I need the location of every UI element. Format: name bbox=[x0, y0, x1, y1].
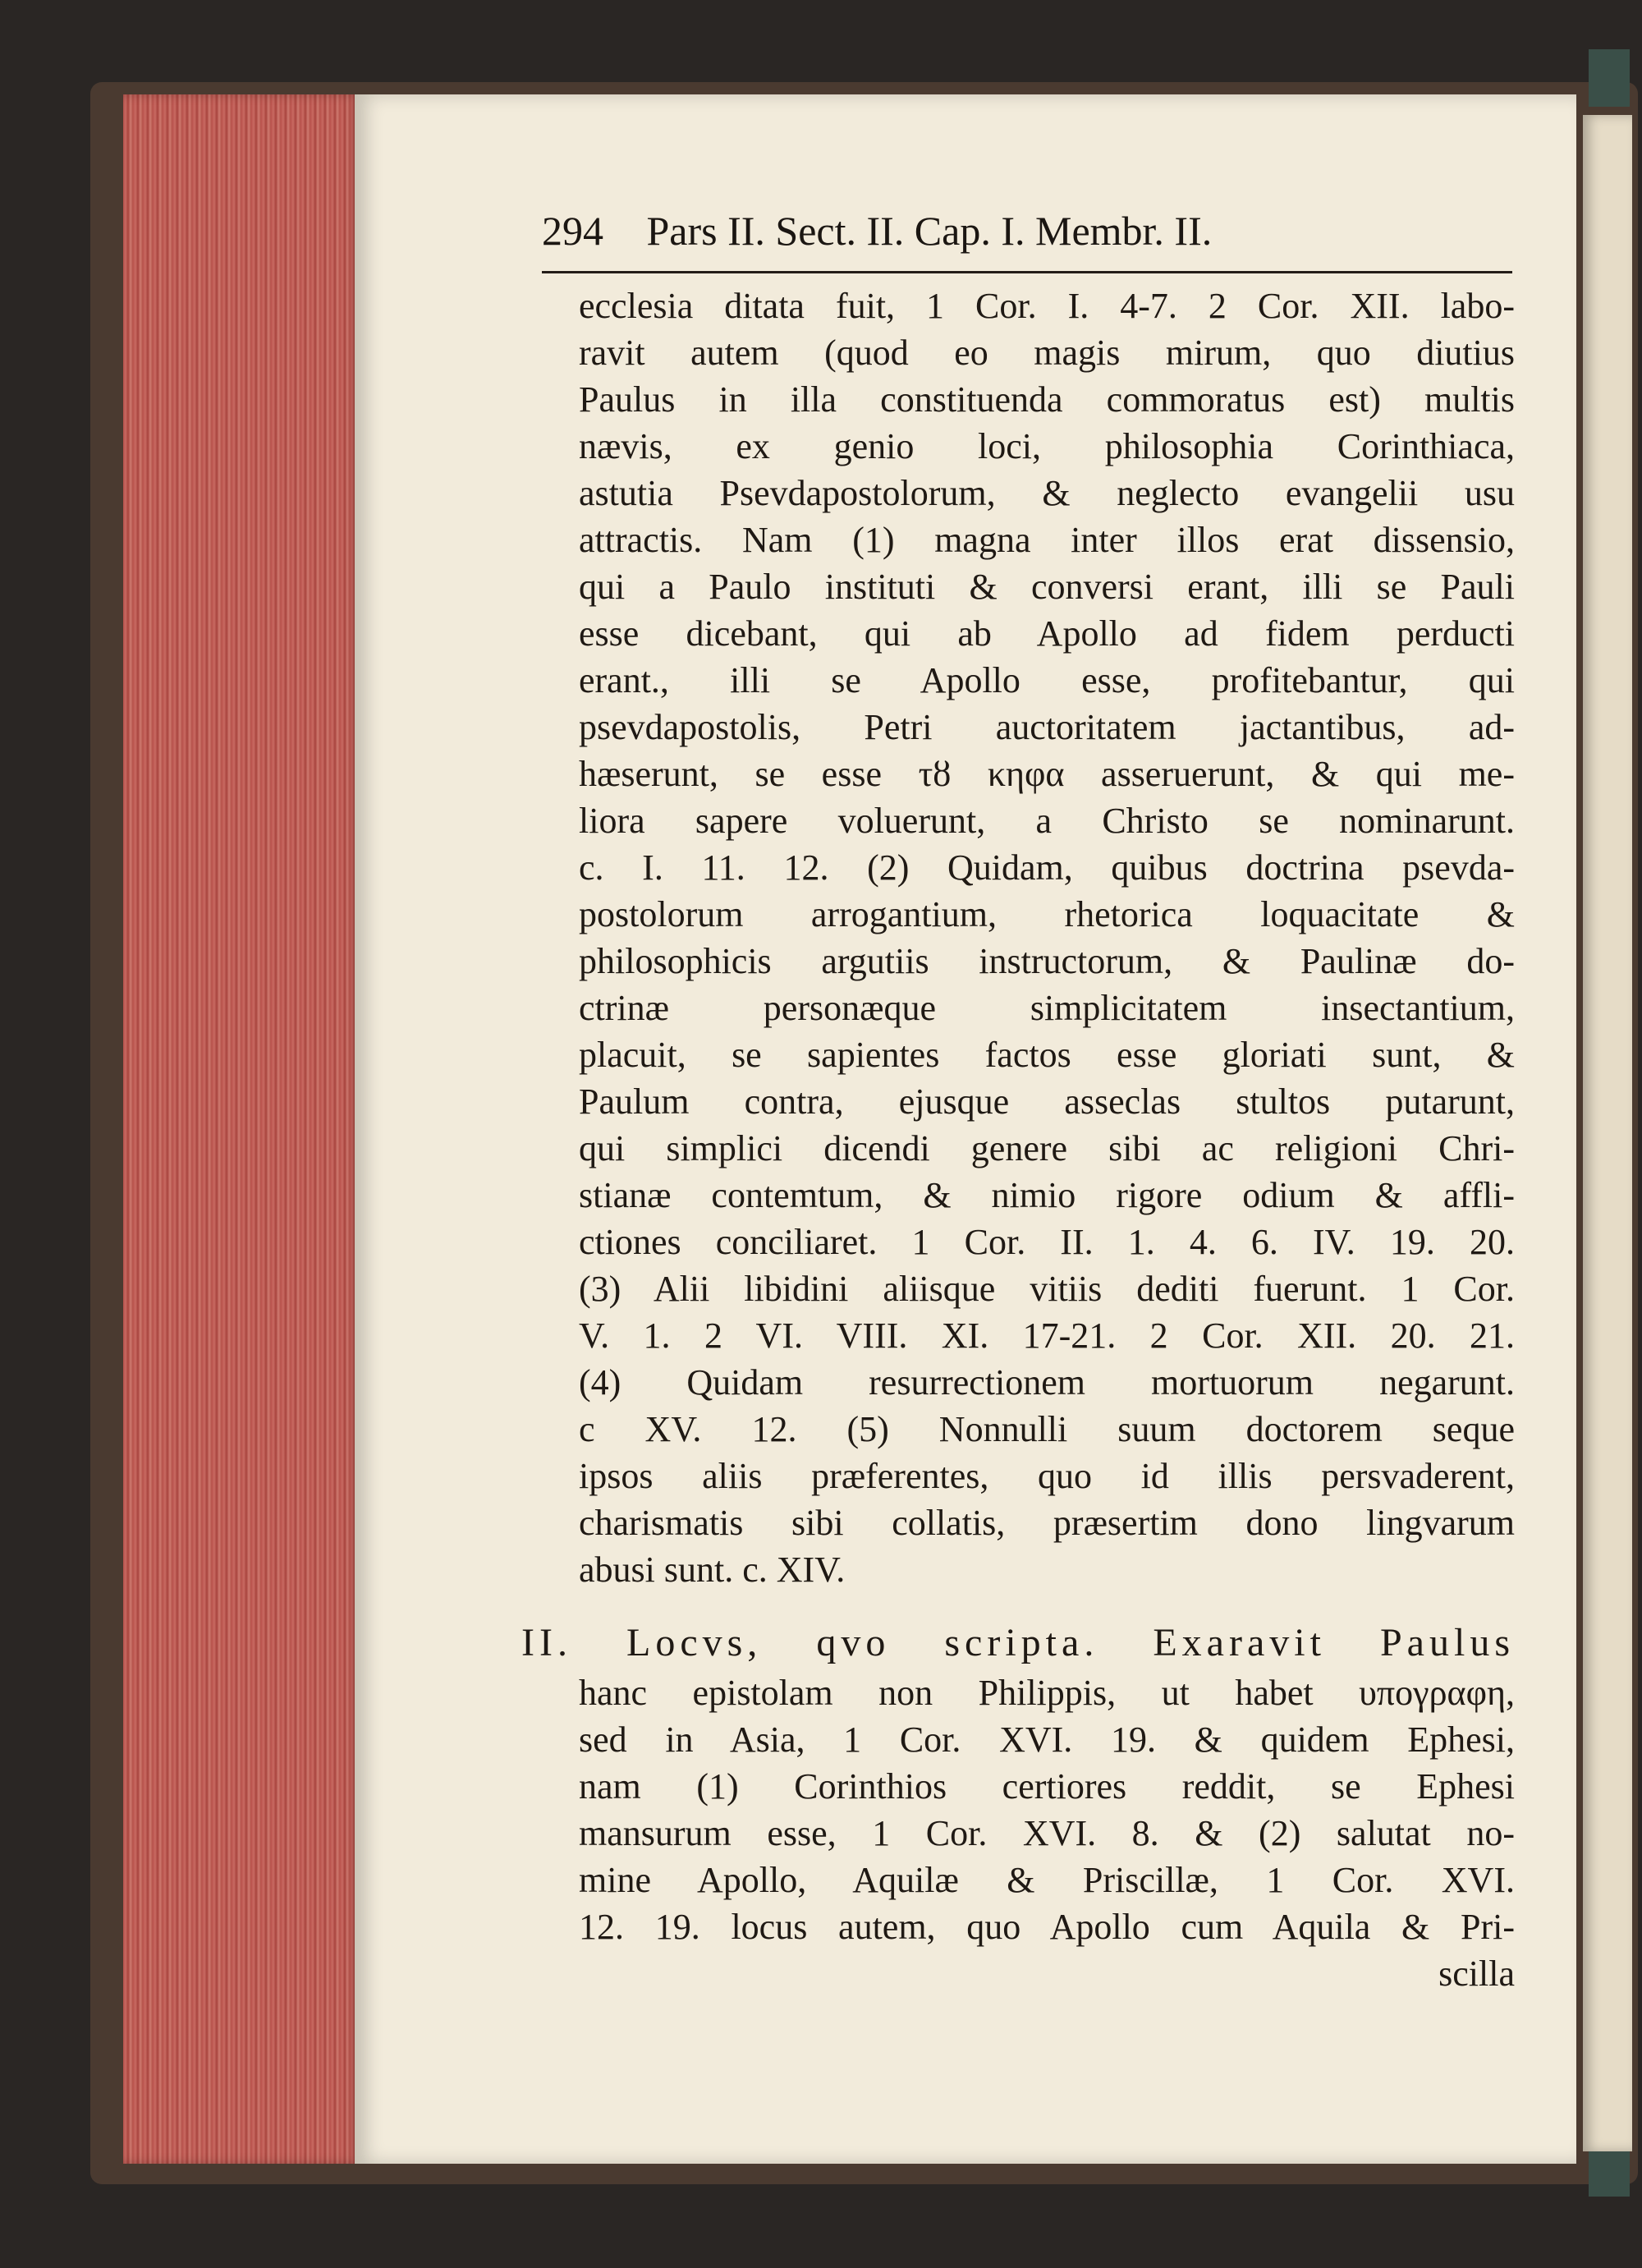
section-heading-line: II. Locvs, qvo scripta. Exaravit Paulus bbox=[521, 1621, 1515, 1664]
facing-page-edge bbox=[1583, 115, 1632, 2151]
page-number: 294 bbox=[542, 208, 603, 254]
text-line: nam (1) Corinthios certiores reddit, se Ephesi bbox=[579, 1766, 1515, 1807]
text-line: Paulum contra, ejusque asseclas stultos putarunt, bbox=[579, 1081, 1515, 1122]
text-line: mine Apollo, Aquilæ & Priscillæ, 1 Cor. XVI. bbox=[579, 1860, 1515, 1900]
text-line: psevdapostolis, Petri auctoritatem jactantibus, ad- bbox=[579, 707, 1515, 747]
text-line: ctrinæ personæque simplicitatem insectantium, bbox=[579, 988, 1515, 1028]
text-line: charismatis sibi collatis, præsertim dono lingvarum bbox=[579, 1503, 1515, 1543]
text-line: erant., illi se Apollo esse, profitebantur, qui bbox=[579, 660, 1515, 700]
text-line: 12. 19. locus autem, quo Apollo cum Aquila & Pri- bbox=[579, 1907, 1515, 1947]
text-line: esse dicebant, qui ab Apollo ad fidem perducti bbox=[579, 613, 1515, 654]
text-line: astutia Psevdapostolorum, & neglecto evangelii usu bbox=[579, 473, 1515, 513]
text-line: nævis, ex genio loci, philosophia Corinthiaca, bbox=[579, 426, 1515, 466]
text-line: attractis. Nam (1) magna inter illos erat dissensio, bbox=[579, 520, 1515, 560]
text-line: sed in Asia, 1 Cor. XVI. 19. & quidem Ephesi, bbox=[579, 1719, 1515, 1760]
text-line: ecclesia ditata fuit, 1 Cor. I. 4-7. 2 Cor. XII. labo- bbox=[579, 286, 1515, 326]
text-line: placuit, se sapientes factos esse gloriati sunt, & bbox=[579, 1035, 1515, 1075]
text-line: (4) Quidam resurrectionem mortuorum negarunt. bbox=[579, 1362, 1515, 1403]
running-title: Pars II. Sect. II. Cap. I. Membr. II. bbox=[646, 208, 1213, 254]
text-line: abusi sunt. c. XIV. bbox=[579, 1549, 846, 1590]
text-line: qui simplici dicendi genere sibi ac religioni Chri- bbox=[579, 1128, 1515, 1168]
text-line: c. I. 11. 12. (2) Quidam, quibus doctrina psevda- bbox=[579, 847, 1515, 888]
text-line: qui a Paulo instituti & conversi erant, illi se Pauli bbox=[579, 567, 1515, 607]
page-edges bbox=[123, 94, 361, 2164]
bookmark-ribbon-top bbox=[1589, 49, 1630, 107]
text-line: postolorum arrogantium, rhetorica loquacitate & bbox=[579, 894, 1515, 934]
text-line: philosophicis argutiis instructorum, & Paulinæ do- bbox=[579, 941, 1515, 981]
running-head bbox=[542, 207, 1527, 261]
text-line: (3) Alii libidini aliisque vitiis dediti fuerunt. 1 Cor. bbox=[579, 1269, 1515, 1309]
text-line: liora sapere voluerunt, a Christo se nominarunt. bbox=[579, 801, 1515, 841]
text-line: hanc epistolam non Philippis, ut habet υπογραφη, bbox=[579, 1673, 1515, 1713]
text-line: ctiones conciliaret. 1 Cor. II. 1. 4. 6. IV. 19. 20. bbox=[579, 1222, 1515, 1262]
text-line: ravit autem (quod eo magis mirum, quo diutius bbox=[579, 333, 1515, 373]
text-line: stianæ contemtum, & nimio rigore odium & affli- bbox=[579, 1175, 1515, 1215]
text-line: V. 1. 2 VI. VIII. XI. 17-21. 2 Cor. XII. 20. 21. bbox=[579, 1315, 1515, 1356]
text-line: hæserunt, se esse τȣ κηφα asseruerunt, & qui me- bbox=[579, 754, 1515, 794]
text-line: c XV. 12. (5) Nonnulli suum doctorem seque bbox=[579, 1409, 1515, 1449]
text-line: Paulus in illa constituenda commoratus est) multis bbox=[579, 379, 1515, 420]
text-line: mansurum esse, 1 Cor. XVI. 8. & (2) salutat no- bbox=[579, 1813, 1515, 1853]
text-line: ipsos aliis præferentes, quo id illis persvaderent, bbox=[579, 1456, 1515, 1496]
catchword: scilla bbox=[1438, 1954, 1515, 1994]
header-rule bbox=[542, 271, 1512, 273]
